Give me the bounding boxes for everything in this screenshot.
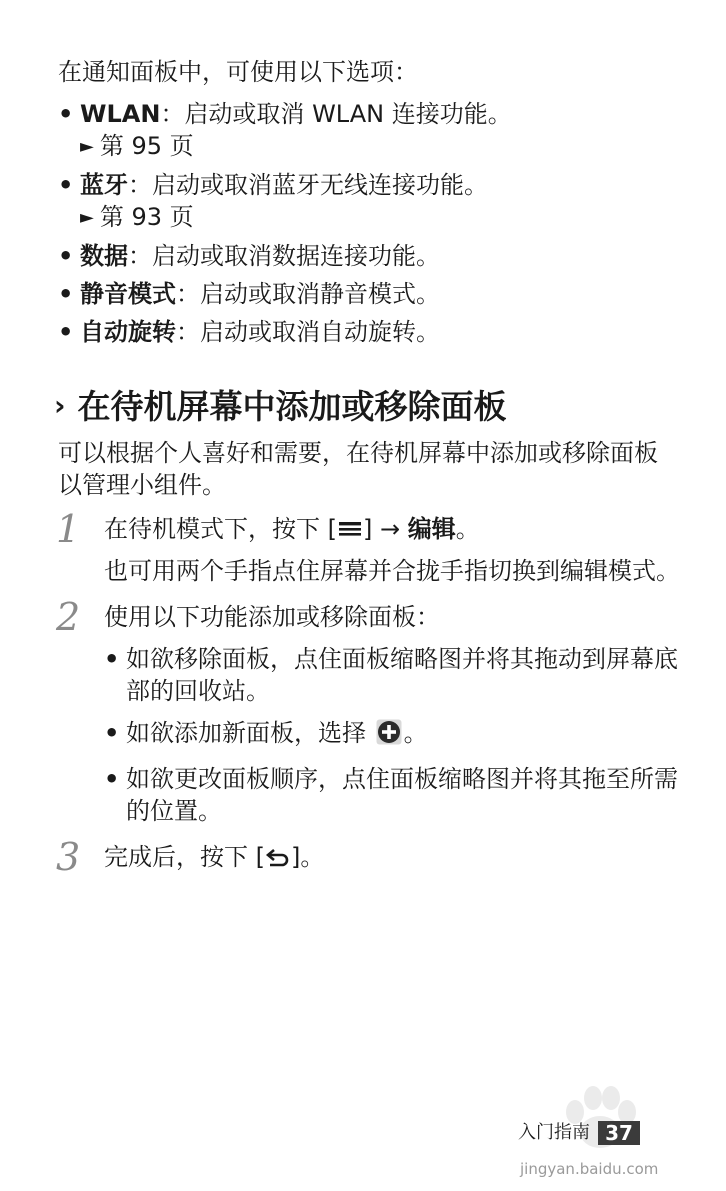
intro-text: 在通知面板中，可使用以下选项： — [58, 58, 418, 86]
option-bluetooth — [58, 169, 698, 234]
step-number: 2 — [56, 595, 81, 639]
list-item-text: 如欲添加新面板，选择 — [126, 719, 374, 747]
option-auto-rotate — [58, 316, 698, 348]
list-item-text: 。 — [403, 719, 428, 747]
bullet: • — [58, 280, 74, 308]
page-reference — [80, 130, 698, 163]
arrow-icon: ► — [80, 207, 94, 228]
list-item — [104, 717, 694, 753]
section-heading-text: 在待机屏幕中添加或移除面板 — [77, 387, 507, 426]
option-separator: ： — [176, 280, 200, 308]
notification-options-list — [58, 98, 698, 354]
option-term: 自动旋转 — [80, 318, 176, 346]
option-description: 启动或取消自动旋转。 — [200, 318, 440, 346]
page-number: 37 — [598, 1121, 640, 1145]
back-key-icon — [265, 843, 291, 875]
page-footer — [518, 1120, 640, 1152]
step-text: 在待机模式下，按下 [ — [104, 515, 337, 543]
section-heading — [54, 383, 507, 430]
bullet: • — [58, 100, 74, 128]
step-number: 1 — [56, 507, 81, 551]
option-term: 蓝牙 — [80, 171, 128, 199]
list-item-text: 如欲更改面板顺序，点住面板缩略图并将其拖至所需的位置。 — [126, 765, 678, 825]
section-description: 可以根据个人喜好和需要，在待机屏幕中添加或移除面板以管理小组件。 — [58, 439, 658, 499]
step-text: ]。 — [291, 843, 325, 871]
page-reference — [80, 201, 698, 234]
bullet: • — [58, 171, 74, 199]
add-panel-icon — [376, 719, 402, 753]
option-separator: ： — [128, 171, 152, 199]
step-number: 3 — [56, 835, 81, 879]
chevron-right-icon: › — [54, 389, 66, 422]
option-term: 静音模式 — [80, 280, 176, 308]
option-term: WLAN — [80, 100, 161, 128]
list-item-text: 如欲移除面板，点住面板缩略图并将其拖动到屏幕底部的回收站。 — [126, 645, 678, 705]
option-description: 启动或取消 WLAN 连接功能。 — [184, 100, 512, 128]
option-separator: ： — [160, 100, 185, 128]
step-text: 。 — [455, 515, 480, 543]
list-item — [104, 643, 694, 707]
steps-list — [54, 507, 694, 889]
bullet: • — [58, 242, 74, 270]
step-sub-list — [104, 643, 694, 827]
menu-key-icon — [337, 515, 363, 547]
step-1 — [54, 507, 694, 587]
bullet: • — [58, 318, 74, 346]
option-separator: ： — [128, 242, 152, 270]
step-instruction: 使用以下功能添加或移除面板： — [104, 603, 440, 631]
arrow-icon: ► — [80, 136, 94, 157]
step-instruction — [104, 841, 694, 875]
list-item — [104, 763, 694, 827]
option-term: 数据 — [80, 242, 128, 270]
option-description: 启动或取消数据连接功能。 — [152, 242, 440, 270]
page-reference-text: 第 93 页 — [99, 203, 194, 231]
step-text: 完成后，按下 [ — [104, 843, 265, 871]
option-silent-mode — [58, 278, 698, 310]
bullet: • — [104, 765, 120, 793]
step-2 — [54, 595, 694, 827]
watermark-text: jingyan.baidu.com — [520, 1160, 659, 1178]
option-description: 启动或取消静音模式。 — [200, 280, 440, 308]
step-note: 也可用两个手指点住屏幕并合拢手指切换到编辑模式。 — [104, 557, 680, 585]
option-data — [58, 240, 698, 272]
step-3 — [54, 835, 694, 879]
option-description: 启动或取消蓝牙无线连接功能。 — [152, 171, 488, 199]
page-reference-text: 第 95 页 — [99, 132, 194, 160]
edit-label: 编辑 — [407, 515, 456, 543]
step-text: ] → — [363, 515, 408, 543]
step-instruction — [104, 513, 694, 547]
bullet: • — [104, 719, 120, 747]
option-separator: ： — [176, 318, 200, 346]
bullet: • — [104, 645, 120, 673]
chapter-label: 入门指南 — [518, 1122, 590, 1143]
option-wlan — [58, 98, 698, 163]
